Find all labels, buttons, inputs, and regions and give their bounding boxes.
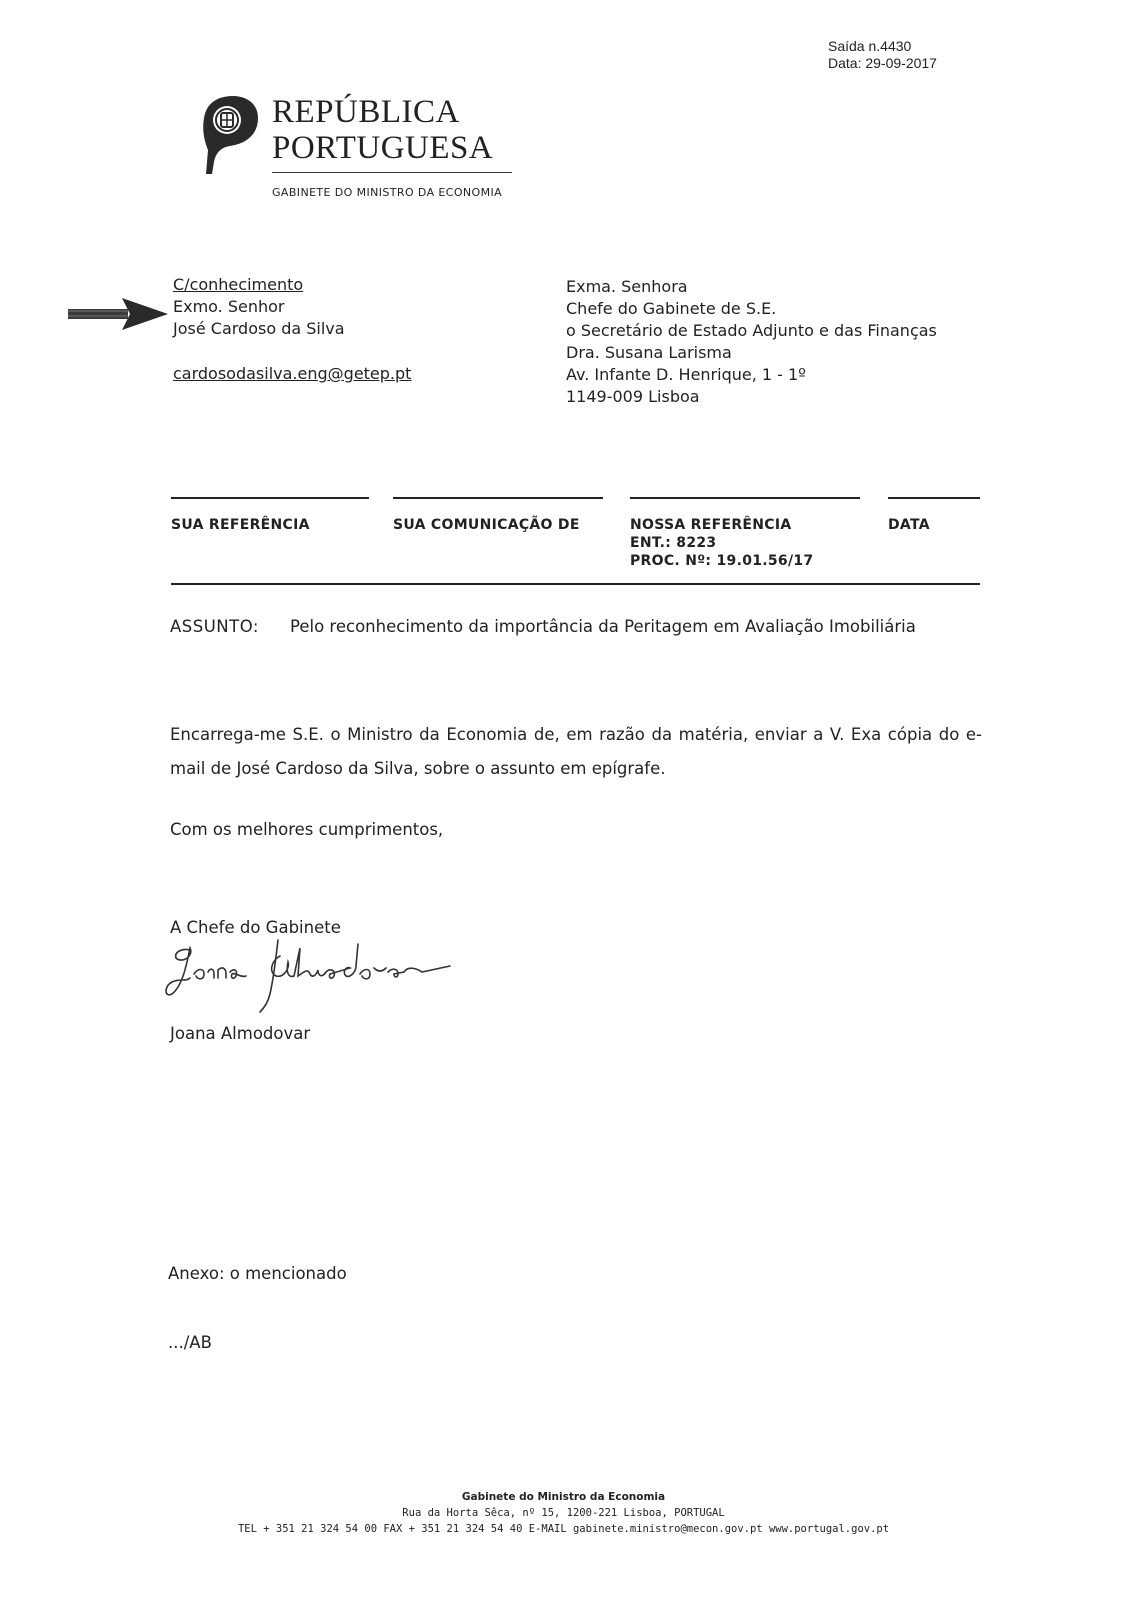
logo-title-line2: PORTUGUESA — [272, 130, 494, 166]
ref-rule — [393, 497, 603, 499]
footer-org: Gabinete do Ministro da Economia — [461, 1491, 666, 1503]
recipient-line: Chefe do Gabinete de S.E. — [566, 299, 777, 318]
department-name: GABINETE DO MINISTRO DA ECONOMIA — [272, 186, 503, 199]
cc-block — [173, 274, 345, 340]
stamp-number: Saída n.4430 — [828, 38, 912, 54]
footer-address: Rua da Horta Sêca, nº 15, 1200-221 Lisboa, PORTUGAL — [402, 1507, 725, 1519]
ref-nossa-referencia — [630, 516, 813, 570]
republic-emblem-icon — [200, 90, 260, 180]
footer — [0, 1489, 1127, 1537]
handwritten-signature — [160, 938, 460, 1016]
ref-bottom-rule — [171, 583, 980, 585]
ref-ent: ENT.: 8223 — [630, 535, 717, 551]
body-paragraph: Encarrega-me S.E. o Ministro da Economia de, em razão da matéria, enviar a V. Exa cópia do e-mail de José Cardoso da Silva, sobre o assunto em epígrafe. — [170, 725, 982, 778]
subject-text: Pelo reconhecimento da importância da Peritagem em Avaliação Imobiliária — [290, 617, 916, 636]
cc-email-link[interactable]: cardosodasilva.eng@getep.pt — [173, 364, 412, 383]
recipient-line: o Secretário de Estado Adjunto e das Finanças — [566, 321, 937, 340]
recipient-line: 1149-009 Lisboa — [566, 387, 700, 406]
cc-name: José Cardoso da Silva — [173, 319, 345, 338]
cc-label: C/conhecimento — [173, 275, 304, 294]
arrow-right-icon — [66, 295, 168, 333]
initials: .../AB — [168, 1333, 212, 1352]
signatory-name: Joana Almodovar — [170, 1024, 311, 1043]
signature-title: A Chefe do Gabinete — [170, 918, 341, 937]
recipient-line: Av. Infante D. Henrique, 1 - 1º — [566, 365, 806, 384]
cc-salutation: Exmo. Senhor — [173, 297, 285, 316]
logo-title-line1: REPÚBLICA — [272, 94, 460, 130]
recipient-line: Dra. Susana Larisma — [566, 343, 732, 362]
ref-rule — [630, 497, 860, 499]
ref-sua-referencia: SUA REFERÊNCIA — [171, 517, 310, 533]
stamp-date: Data: 29-09-2017 — [828, 55, 937, 71]
ref-sua-comunicacao: SUA COMUNICAÇÃO DE — [393, 517, 580, 533]
ref-rule — [888, 497, 980, 499]
annex-note: Anexo: o mencionado — [168, 1264, 347, 1283]
registration-stamp — [828, 38, 937, 72]
recipient-address — [566, 276, 937, 408]
ref-proc: PROC. Nº: 19.01.56/17 — [630, 553, 814, 569]
closing: Com os melhores cumprimentos, — [170, 820, 444, 839]
ref-data: DATA — [888, 517, 930, 533]
logo-title — [272, 94, 493, 166]
subject-label: ASSUNTO: — [170, 617, 259, 636]
ref-rule — [171, 497, 369, 499]
recipient-line: Exma. Senhora — [566, 277, 688, 296]
ref-nossa-label: NOSSA REFERÊNCIA — [630, 517, 792, 533]
footer-contact: TEL + 351 21 324 54 00 FAX + 351 21 324 54 40 E-MAIL gabinete.ministro@mecon.gov.pt www.portugal.gov.pt — [237, 1523, 890, 1535]
logo-divider — [272, 172, 512, 173]
